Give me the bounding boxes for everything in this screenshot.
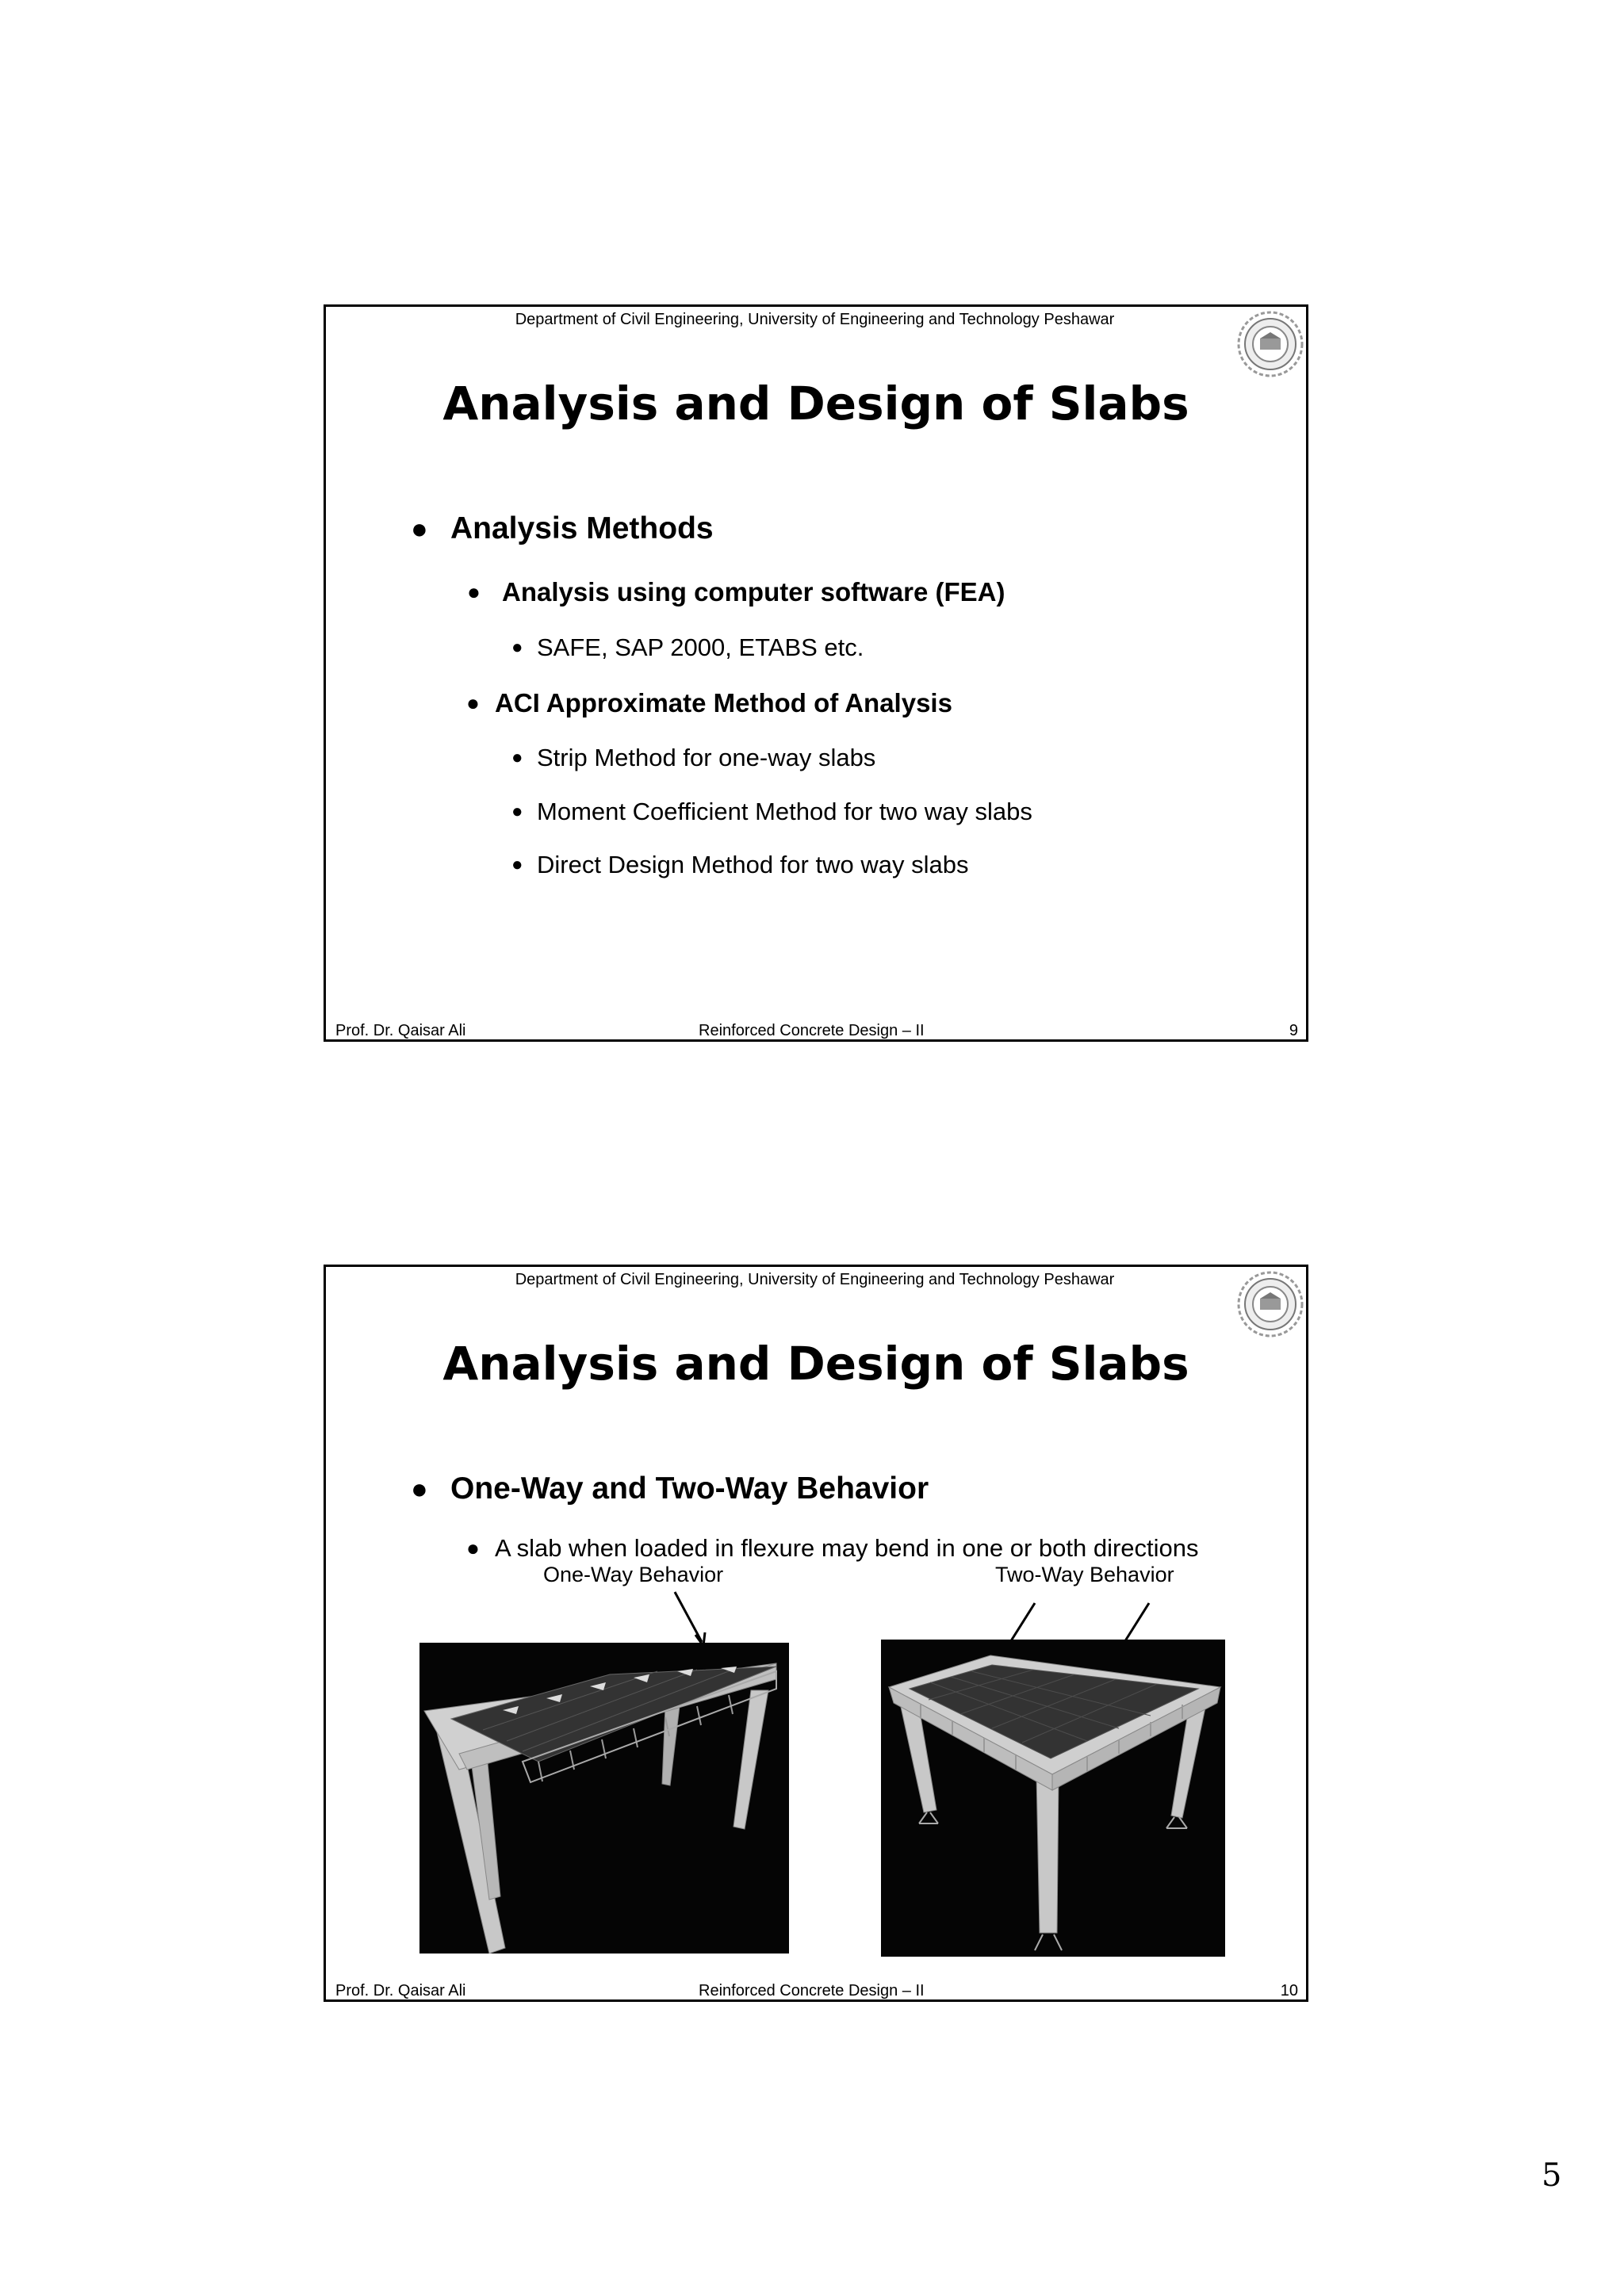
- bullet-dot: ●: [511, 801, 523, 822]
- bullet-moment-coefficient: [511, 796, 1032, 828]
- slide-10: [324, 1265, 1308, 2002]
- caption-arrows: [326, 1267, 1306, 1679]
- footer-author: Prof. Dr. Qaisar Ali: [335, 1022, 466, 1039]
- footer-author: Prof. Dr. Qaisar Ali: [335, 1982, 466, 1999]
- slide-title: Analysis and Design of Slabs: [442, 1337, 1189, 1391]
- bullet-fea-tools: [511, 632, 864, 664]
- page-number: 5: [1542, 2157, 1562, 2194]
- one-way-behavior-image: [419, 1643, 789, 1954]
- bullet-dot: ●: [411, 1472, 428, 1505]
- footer-course: Reinforced Concrete Design – II: [699, 1982, 925, 1999]
- bullet-text: Direct Design Method for two way slabs: [537, 851, 969, 878]
- caption-one-way: One-Way Behavior: [543, 1563, 724, 1586]
- bullet-strip-method: [511, 742, 876, 774]
- footer-slide-number: 10: [1280, 1982, 1298, 1999]
- bullet-dot: ●: [411, 512, 428, 545]
- bullet-text: Analysis using computer software (FEA): [502, 577, 1005, 607]
- department-header: Department of Civil Engineering, University of Engineering and Technology Peshawar: [515, 311, 1115, 328]
- bullet-fea: [467, 576, 1005, 608]
- bullet-dot: ●: [511, 637, 523, 658]
- bullet-text: Strip Method for one-way slabs: [537, 744, 876, 771]
- bullet-text: One-Way and Two-Way Behavior: [450, 1471, 929, 1506]
- department-header: Department of Civil Engineering, University of Engineering and Technology Peshawar: [515, 1271, 1115, 1288]
- bullet-text: ACI Approximate Method of Analysis: [495, 688, 952, 718]
- two-way-behavior-image: [881, 1640, 1225, 1957]
- slide-title: Analysis and Design of Slabs: [442, 377, 1189, 430]
- bullet-aci: [466, 687, 952, 719]
- footer-slide-number: 9: [1289, 1022, 1298, 1039]
- one-way-arrow: [675, 1592, 702, 1642]
- slide-9: [324, 304, 1308, 1042]
- bullet-text: Moment Coefficient Method for two way slabs: [537, 798, 1032, 825]
- bullet-text: A slab when loaded in flexure may bend in one or both directions: [495, 1534, 1199, 1562]
- bullet-analysis-methods: [411, 510, 714, 548]
- bullet-dot: ●: [511, 747, 523, 768]
- university-seal-icon: [1236, 310, 1304, 378]
- bullet-dot: ●: [466, 691, 480, 715]
- bullet-text: SAFE, SAP 2000, ETABS etc.: [537, 633, 864, 661]
- bullet-text: Analysis Methods: [450, 511, 714, 545]
- bullet-dot: ●: [467, 580, 481, 604]
- bullet-dot: ●: [511, 854, 523, 875]
- footer-course: Reinforced Concrete Design – II: [699, 1022, 925, 1039]
- bullet-direct-design: [511, 849, 969, 881]
- bullet-dot: ●: [466, 1536, 480, 1560]
- caption-two-way: Two-Way Behavior: [995, 1563, 1174, 1586]
